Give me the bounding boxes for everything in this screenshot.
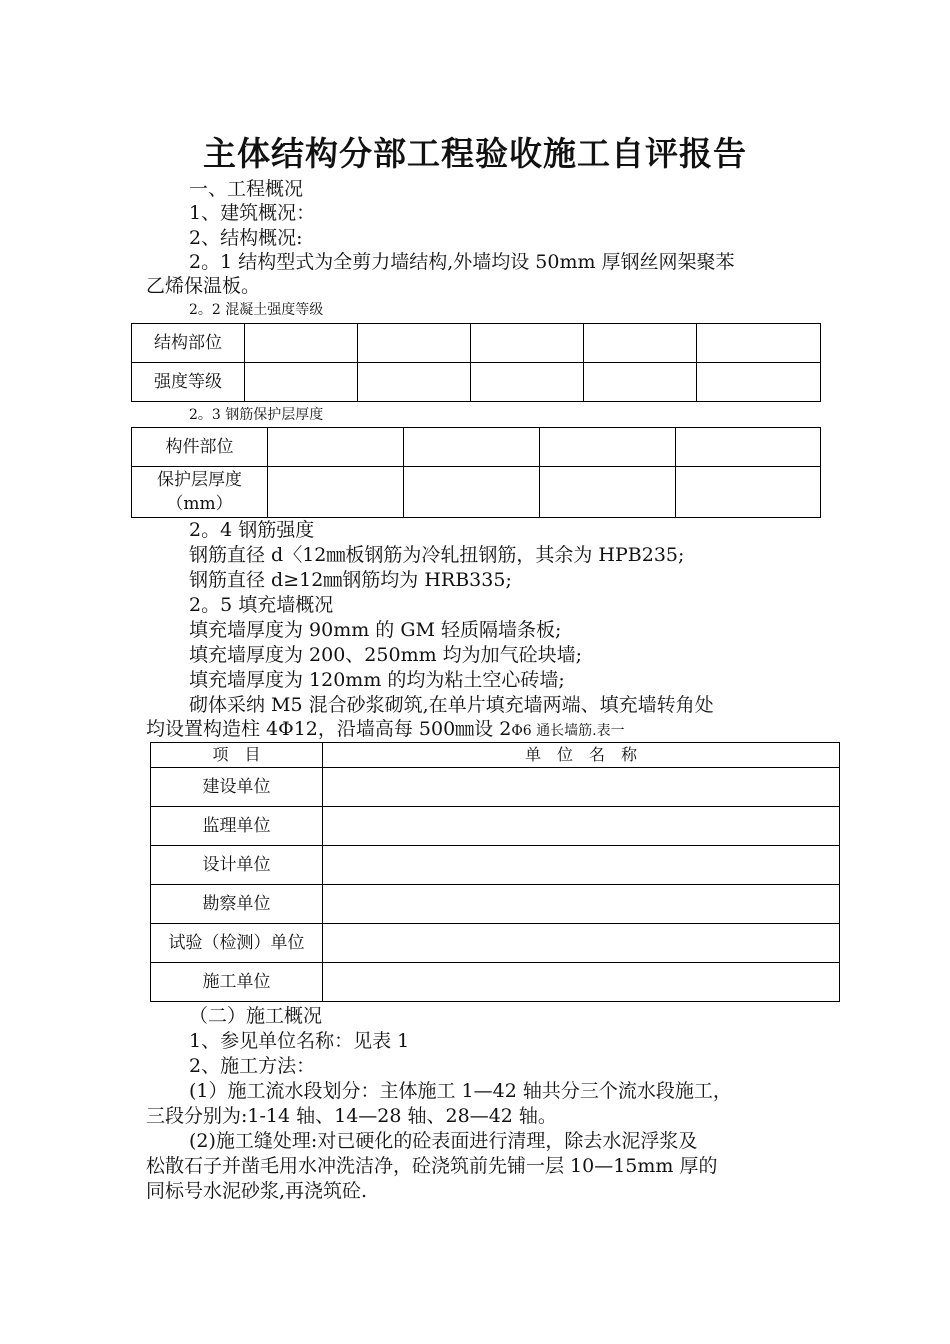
infill-wall-line-3: 填充墙厚度为 120mm 的均为粘土空心砖墙; [189, 669, 565, 691]
structure-part-cell [245, 324, 358, 363]
unit-value [323, 924, 840, 963]
unit-value [323, 963, 840, 1002]
method-1-line-2: 三段分别为:1-14 轴、14—28 轴、28—42 轴。 [146, 1105, 557, 1127]
unit-label: 试验（检测）单位 [151, 924, 323, 963]
strength-grade-cell [584, 363, 697, 402]
unit-value [323, 885, 840, 924]
structure-part-cell [471, 324, 584, 363]
strength-grade-label: 强度等级 [132, 363, 245, 402]
component-part-cell [676, 428, 821, 467]
rebar-line-1: 钢筋直径 d〈12㎜板钢筋为冷轧扭钢筋，其余为 HPB235; [189, 544, 685, 566]
infill-wall-line-2: 填充墙厚度为 200、250mm 均为加气砼块墙; [189, 644, 583, 666]
cover-thickness-cell [540, 467, 676, 518]
header-item: 项 目 [151, 743, 323, 768]
unit-label: 监理单位 [151, 807, 323, 846]
infill-wall-line-5-main: 均设置构造柱 4Φ12，沿墙高每 500㎜设 2 [146, 718, 512, 740]
unit-label: 建设单位 [151, 768, 323, 807]
building-overview-line: 1、建筑概况： [189, 202, 316, 224]
strength-grade-cell [245, 363, 358, 402]
construction-method-line: 2、施工方法： [189, 1055, 316, 1077]
component-part-cell [404, 428, 540, 467]
section-overview-heading: 一、工程概况 [189, 178, 304, 200]
method-2-line-2: 松散石子并凿毛用水冲洗洁净，砼浇筑前先铺一层 10—15mm 厚的 [146, 1155, 718, 1177]
strength-grade-cell [697, 363, 821, 402]
infill-wall-line-5 [146, 717, 625, 743]
unit-value [323, 846, 840, 885]
cover-thickness-label [132, 467, 268, 518]
rebar-strength-heading: 2。4 钢筋强度 [189, 519, 315, 541]
method-1-line-1: (1）施工流水段划分：主体施工 1—42 轴共分三个流水段施工， [189, 1080, 732, 1102]
concrete-grade-table [131, 323, 821, 402]
concrete-grade-caption: 2。2 混凝土强度等级 [189, 302, 324, 318]
structure-type-line: 2。1 结构型式为全剪力墙结构,外墙均设 50mm 厚钢丝网架聚苯 [189, 251, 735, 273]
unit-value [323, 807, 840, 846]
strength-grade-cell [471, 363, 584, 402]
construction-overview-heading: （二）施工概况 [189, 1005, 323, 1027]
header-unit-name: 单 位 名 称 [323, 743, 840, 768]
infill-wall-line-4: 砌体采纳 M5 混合砂浆砌筑,在单片填充墙两端、填充墙转角处 [189, 694, 714, 716]
unit-label: 设计单位 [151, 846, 323, 885]
method-2-line-3: 同标号水泥砂浆,再浇筑砼. [146, 1180, 368, 1202]
cover-thickness-cell [404, 467, 540, 518]
document-title: 主体结构分部工程验收施工自评报告 [203, 134, 747, 173]
rebar-line-2: 钢筋直径 d≥12㎜钢筋均为 HRB335; [189, 569, 512, 591]
structure-part-cell [358, 324, 471, 363]
structure-part-cell [697, 324, 821, 363]
component-part-cell [268, 428, 404, 467]
unit-value [323, 768, 840, 807]
structure-part-cell [584, 324, 697, 363]
infill-wall-heading: 2。5 填充墙概况 [189, 594, 334, 616]
unit-label: 施工单位 [151, 963, 323, 1002]
component-part-label: 构件部位 [132, 428, 268, 467]
participating-units-table [150, 742, 840, 1002]
component-part-cell [540, 428, 676, 467]
method-2-line-1: (2)施工缝处理:对已硬化的砼表面进行清理，除去水泥浮浆及 [189, 1130, 698, 1152]
structure-overview-line: 2、结构概况: [189, 227, 303, 249]
unit-label: 勘察单位 [151, 885, 323, 924]
cover-thickness-caption: 2。3 钢筋保护层厚度 [189, 407, 324, 423]
cover-thickness-cell [676, 467, 821, 518]
cover-thickness-cell [268, 467, 404, 518]
cover-thickness-table [131, 427, 821, 518]
infill-wall-line-5-small: Φ6 通长墙筋.表一 [511, 723, 625, 739]
cover-thickness-unit: （mm） [166, 494, 233, 514]
units-reference-line: 1、参见单位名称：见表 1 [189, 1030, 410, 1052]
structure-type-line-cont: 乙烯保温板。 [146, 275, 261, 297]
infill-wall-line-1: 填充墙厚度为 90mm 的 GM 轻质隔墙条板; [189, 619, 562, 641]
structure-part-label: 结构部位 [132, 324, 245, 363]
strength-grade-cell [358, 363, 471, 402]
cover-thickness-label-text: 保护层厚度 [157, 470, 242, 490]
